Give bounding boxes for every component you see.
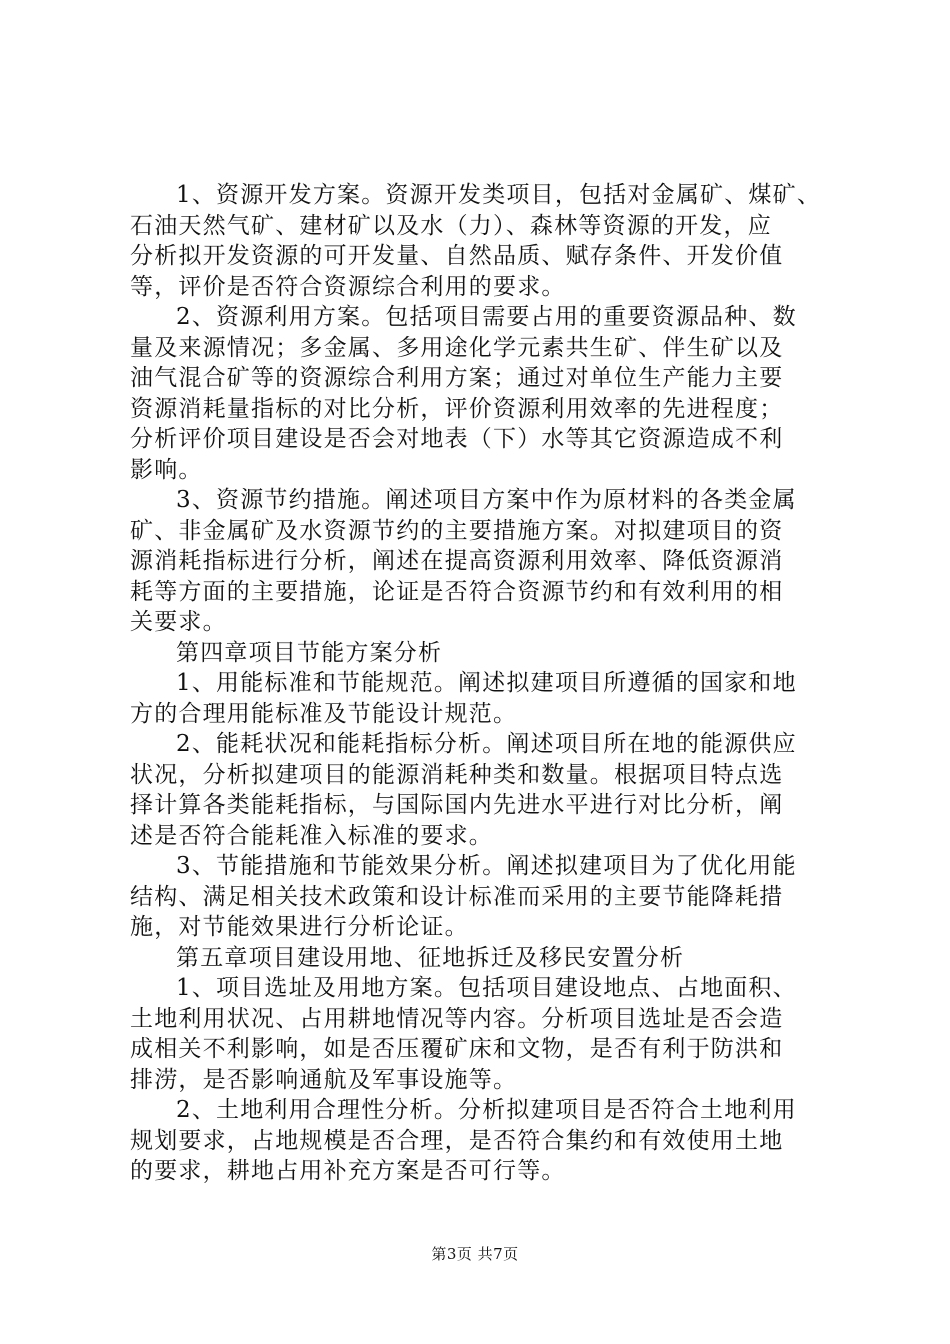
- text-line: 第四章项目节能方案分析: [176, 639, 443, 666]
- text-line: 影响。: [130, 456, 203, 483]
- text-line: 成相关不利影响，如是否压覆矿床和文物，是否有利于防洪和: [130, 1036, 784, 1062]
- text-line: 1、用能标准和节能规范。阐述拟建项目所遵循的国家和地: [176, 670, 797, 696]
- text-line: 规划要求，占地规模是否合理，是否符合集约和有效使用土地: [130, 1127, 784, 1154]
- text-line: 2、能耗状况和能耗指标分析。阐述项目所在地的能源供应: [176, 731, 797, 757]
- text-line: 2、土地利用合理性分析。分析拟建项目是否符合土地利用: [176, 1097, 797, 1123]
- text-line: 3、资源节约措施。阐述项目方案中作为原材料的各类金属: [176, 487, 797, 513]
- text-line: 方的合理用能标准及节能设计规范。: [130, 700, 518, 727]
- text-line: 述是否符合能耗准入标准的要求。: [130, 822, 493, 849]
- text-line: 的要求，耕地占用补充方案是否可行等。: [130, 1158, 566, 1184]
- text-line: 1、资源开发方案。资源开发类项目，包括对金属矿、煤矿、: [176, 182, 822, 208]
- text-line: 状况，分析拟建项目的能源消耗种类和数量。根据项目特点选: [130, 761, 784, 788]
- text-line: 2、资源利用方案。包括项目需要占用的重要资源品种、数: [176, 304, 797, 330]
- text-line: 油气混合矿等的资源综合利用方案；通过对单位生产能力主要: [130, 365, 784, 391]
- page-footer: 第3页 共7页: [431, 1245, 519, 1263]
- text-line: 结构、满足相关技术政策和设计标准而采用的主要节能降耗措: [130, 883, 784, 910]
- text-line: 等，评价是否符合资源综合利用的要求。: [130, 273, 566, 300]
- document-body: [130, 180, 832, 1187]
- text-line: 择计算各类能耗指标，与国际国内先进水平进行对比分析，阐: [130, 792, 784, 818]
- text-line: 关要求。: [130, 609, 227, 635]
- text-line: 源消耗指标进行分析，阐述在提高资源利用效率、降低资源消: [130, 548, 784, 574]
- text-line: 3、节能措施和节能效果分析。阐述拟建项目为了优化用能: [176, 853, 797, 879]
- text-line: 土地利用状况、占用耕地情况等内容。分析项目选址是否会造: [130, 1005, 784, 1032]
- text-line: 耗等方面的主要措施，论证是否符合资源节约和有效利用的相: [130, 578, 784, 605]
- text-line: 1、项目选址及用地方案。包括项目建设地点、占地面积、: [176, 975, 797, 1001]
- text-line: 矿、非金属矿及水资源节约的主要措施方案。对拟建项目的资: [130, 517, 784, 544]
- text-line: 第五章项目建设用地、征地拆迁及移民安置分析: [176, 944, 685, 971]
- text-line: 资源消耗量指标的对比分析，评价资源利用效率的先进程度；: [130, 395, 784, 422]
- text-line: 分析拟开发资源的可开发量、自然品质、赋存条件、开发价值: [130, 243, 784, 269]
- text-line: 排涝，是否影响通航及军事设施等。: [130, 1066, 518, 1093]
- text-line: 施，对节能效果进行分析论证。: [130, 914, 469, 940]
- text-line: 石油天然气矿、建材矿以及水（力）、森林等资源的开发，应: [130, 212, 772, 239]
- text-line: 量及来源情况；多金属、多用途化学元素共生矿、伴生矿以及: [130, 334, 784, 361]
- text-line: 分析评价项目建设是否会对地表（下）水等其它资源造成不利: [130, 426, 784, 452]
